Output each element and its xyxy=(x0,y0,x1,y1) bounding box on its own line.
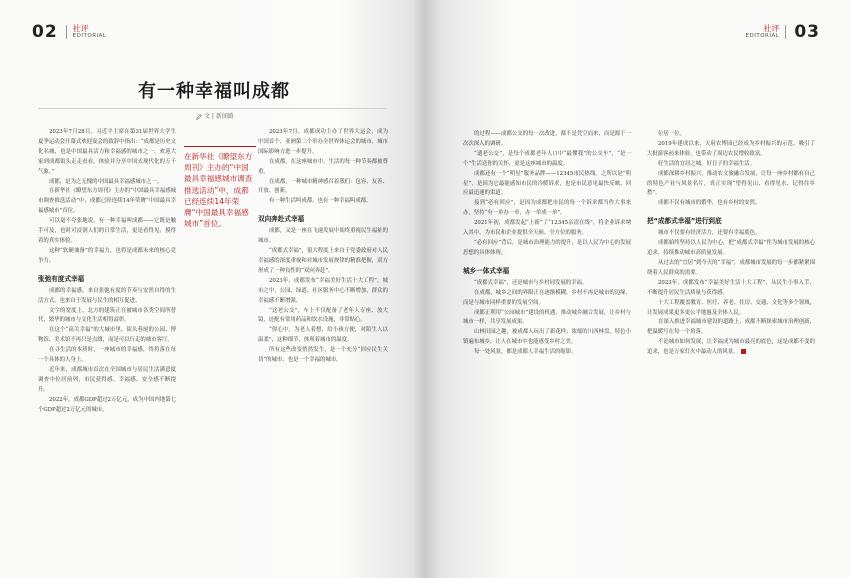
right-column-2-body-b xyxy=(647,229,815,358)
byline-text: 文 | 新闻路 xyxy=(204,113,234,120)
paragraph: 在寻生活的本质时，一座城市的幸福感，终将落在每一个具体的人身上。 xyxy=(38,347,176,364)
right-column-2-body xyxy=(647,130,815,209)
left-page-number: 02 xyxy=(32,22,58,42)
right-column-1 xyxy=(463,130,631,568)
right-page-header xyxy=(746,22,820,42)
left-page-header xyxy=(32,22,106,42)
paragraph: 山林田园之趣，被成都人玩出了新花样；浓郁的川西林盘，特色小镇遍布城乡，让人在城市中也能感受乡村之美。 xyxy=(463,329,631,346)
end-mark-icon xyxy=(741,349,746,354)
section-label-cn: 社评 xyxy=(72,23,89,33)
left-column-2-body-b xyxy=(258,227,388,366)
pull-quote: 在新华社《瞭望东方周刊》主办的“中国最具幸福感城市调查推选活动”中，成都已经连续14年荣膺“中国最具幸福感城市”首位。 xyxy=(184,146,256,229)
paragraph: 从过去的“宜居”到今天的“幸福”，成都城市发展的每一步都紧紧围绕着人民群众的需要。 xyxy=(647,259,815,276)
article-byline xyxy=(196,111,234,120)
paragraph: 有一种生活叫成都，也有一种幸福叫成都。 xyxy=(269,198,372,205)
paragraph: 不论城市如何发展，让幸福成为城市最亮的底色，这是成都不变的追求，也是万家灯火中最动人的风景。 xyxy=(647,339,815,356)
section-heading-2: 双向奔赴式幸福 xyxy=(258,215,305,224)
paragraph: “你心中，为老人着想，给小孩方便，对陌生人以温柔”，这种细节，体现着城市的温度。 xyxy=(258,327,388,344)
paragraph: 2023年7月，成都成功主办了世界大运会，成为中国首个、亚洲第二个举办全世界体运会的城市，城市国际影响力进一步提升。 xyxy=(258,129,388,155)
right-column-2 xyxy=(647,130,815,568)
section-heading-1: 张弛有度式幸福 xyxy=(38,274,85,283)
paragraph: 2023年，成都发布“幸福美好生活十大工程”，城市之中，公园、绿道、社区服务中心不断增加，群众的幸福感不断增强。 xyxy=(258,277,388,304)
left-column-1 xyxy=(38,128,176,568)
paragraph: 所有这些改变悄然发生，是一个充分“回应民生关切”的城市，也是一个幸福的城市。 xyxy=(258,347,388,364)
paragraph: 在深入推进幸福城市建设的道路上，成都不断探索城市治理创新，把温暖写在每一个角落。 xyxy=(647,319,815,336)
paragraph: “成都式幸福”，很大程度上来自于党委政府对人民幸福感的深度重视和对城市发展规律的精准把握，双方形成了一种良性的“双向奔赴”。 xyxy=(258,248,388,274)
left-column-2-body xyxy=(258,128,388,207)
paragraph: “必有回应”背后，是城市治理能力的提升，是以人民为中心的发展思想的具体体现。 xyxy=(463,239,631,256)
paragraph: 成都正利用“公园城市”建设的机遇，推动城乡融合发展，让乡村与城市一样，共享发展成果。 xyxy=(463,309,631,326)
paragraph: 的过程——成都公交的每一次改进，都不是凭空而来，而是源于一次次深入的调研。 xyxy=(463,131,631,147)
paragraph: 近年来，成都城市首次在全国城市与居民生活满意度调查中位居前列，市民获得感、幸福感、安全感不断提升。 xyxy=(38,366,176,393)
paragraph: 在成都，城乡之间的界限正在逐渐模糊，乡村不再是城市的边缘，而是与城市同样重要的发展空间。 xyxy=(463,289,631,306)
paragraph: 接到“必有回应”，是因为成都把市民的每一个诉求都当作大事来办，坚持“有一单办一单，办一单成一单”。 xyxy=(463,200,631,217)
paragraph: 2023年7月28日，习近平主席在第31届世界大学生夏季运动会开幕式欢迎宴会的致辞中指出：“成都是历史文化名城，也是中国最具活力和幸福感的城市之一。欢迎大家到成都街头走走看看，体验并分享中国式现代化的万千气象。” xyxy=(38,129,176,175)
paragraph: 成都深耕乡村振兴，推动农文旅融合发展，让每一座乡村都有自己的特色产业与风景名片，真正实现“望得见山、看得见水、记得住乡愁”。 xyxy=(647,170,815,197)
paragraph: 可以毫不夸张地说，有一种幸福叫成都——它既是触手可及，也时可浸润人们的日常生活，更是看得见，摸得着的真实体验。 xyxy=(38,218,176,244)
paragraph: 成都，又是一座在飞速发展中始终重视民生福祉的城市。 xyxy=(258,228,388,245)
paragraph: 成都，是为之无愧的中国最具幸福感城市之一。 xyxy=(49,178,163,185)
right-column-1-body-b xyxy=(463,279,631,358)
section-label xyxy=(66,25,107,40)
paragraph: “这老公交”，车上不仅配备了老年人专座、放大镜，还配有常用药品和饮水设施，非常贴心。 xyxy=(258,307,388,324)
paragraph: 位居一位。 xyxy=(658,131,685,137)
paragraph: 成都还有一个“明星”服务品牌——12345市民热线。之所以是“明星”，是因为它最能感知市民的冷暖诉求，也是市民意见最快反映、回应最迅速的渠道。 xyxy=(463,170,631,197)
paragraph: 成都不仅有城市的繁华，也有乡村的安然。 xyxy=(658,200,761,207)
right-page xyxy=(425,0,850,578)
pen-icon xyxy=(196,114,202,120)
paragraph: 2023年，成都发布“幸福美好生活十大工程”，从民生小事入手，不断提升居民生活质量与获得感。 xyxy=(647,279,815,296)
left-column-1-body-b xyxy=(38,287,176,416)
section-label-en-right: EDITORIAL xyxy=(745,32,780,39)
paragraph: 2019年建成以来，天府农博园已经成为乡村振兴的示范，吸引了大批游客前来体验，也带动了周边农民增收致富。 xyxy=(647,140,815,157)
paragraph: 好生活的宜居之城，好日子的幸福生活。 xyxy=(658,160,756,167)
paragraph: 2021年初，成都发起“上新”了“12345亲清在线”，将企业诉求纳入其中，为市民和企业提供全天候、全方位的服务。 xyxy=(463,220,631,237)
paragraph: 城市不仅要有经济活力，还要有幸福底色。 xyxy=(658,230,761,237)
section-heading-4: 把“成都式幸福”进行到底 xyxy=(647,217,722,226)
title-divider xyxy=(38,108,386,109)
paragraph: 这种“软硬兼备”的幸福力，也将是成都未来的核心竞争力。 xyxy=(38,247,176,264)
left-column-2 xyxy=(258,128,388,568)
right-page-number: 03 xyxy=(794,22,820,42)
paragraph: “成都式幸福”，还是城市与乡村同发展的幸福。 xyxy=(474,279,588,286)
paragraph: 在成都，在这座城市中，生活的每一种节奏都被尊重。 xyxy=(258,158,388,175)
paragraph: 成都的幸福感，来自张弛有度的节奏与安然自得的生活方式，也来自于发展与民生的相互促进。 xyxy=(38,287,176,304)
paragraph: 在成都，一种城市精神感召着我们：包容、友善、开放、创新。 xyxy=(258,178,388,195)
section-label-cn-right: 社评 xyxy=(763,23,780,33)
paragraph: 十大工程覆盖教育、医疗、养老、住房、交通、文化等多个领域，让发展成果更多更公平地惠及全体人民。 xyxy=(647,299,815,316)
section-label-en: EDITORIAL xyxy=(72,32,107,39)
paragraph: 每一处风景，都是成都人幸福生活的缩影。 xyxy=(474,349,577,356)
paragraph: 成都始终坚持以人民为中心，把“成都式幸福”作为城市发展的核心追求，持续推动城市高质量发展。 xyxy=(647,240,815,257)
paragraph: 2022年，成都GDP超过2万亿元，成为中国内地第七个GDP超过2万亿元的城市。 xyxy=(38,396,176,413)
paragraph: “遗老公交”，是每个成都老年人口中“最懂我”的公交车”，“是一个”生活送你的关怀，更是这座城市的温度。 xyxy=(463,150,631,167)
paragraph: 文字的宽度上，北方的建筑正在被城市各类空间所替代，繁华的城市与文化生活相得益彰。 xyxy=(38,307,176,324)
section-heading-3: 城乡一体式幸福 xyxy=(463,266,510,275)
paragraph: 在这个“高关幸福”的大城市里，街头巷尾的公园、博物馆、美术馆不再只是点缀，而是可以行走的城市客厅。 xyxy=(38,327,176,344)
paragraph: 在新华社《瞭望东方周刊》主办的“中国最具幸福感城市调查推选活动”中，成都已经连续14年荣膺“中国最具幸福感城市”首位。 xyxy=(38,188,176,215)
right-column-1-body xyxy=(463,130,631,259)
left-column-1-body xyxy=(38,128,176,267)
section-label-right xyxy=(746,25,787,40)
article-title: 有一种幸福叫成都 xyxy=(138,81,290,102)
